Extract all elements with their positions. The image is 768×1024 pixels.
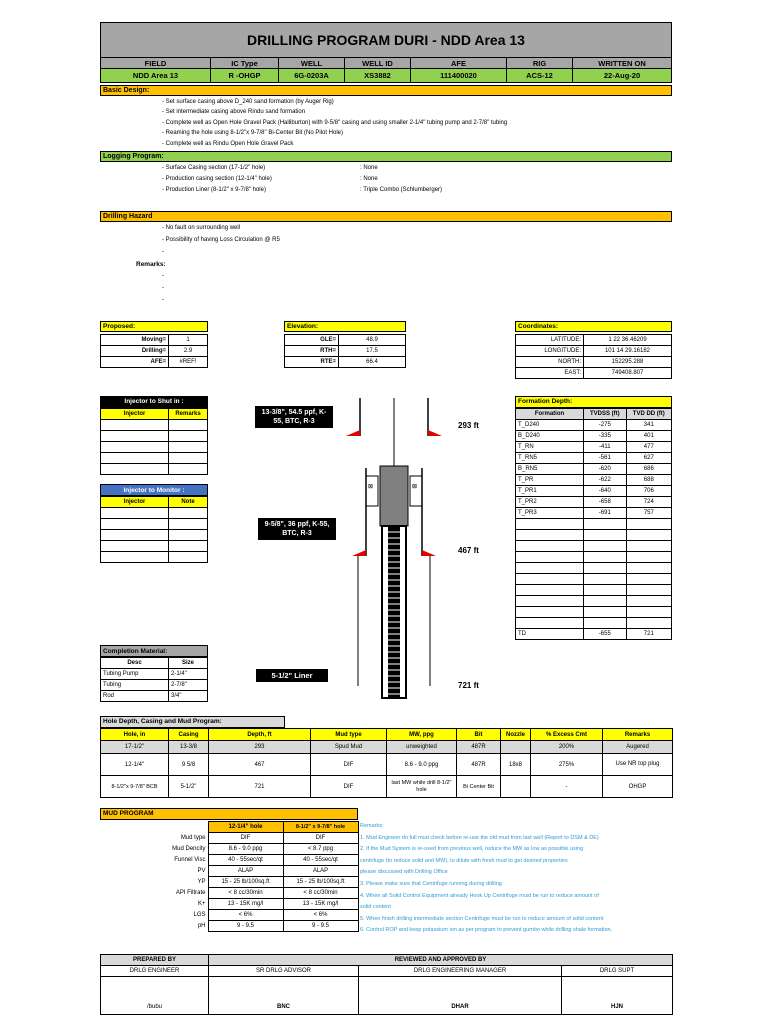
basic-design-heading: Basic Design: [100, 85, 672, 96]
mud-value: DIF [283, 833, 358, 844]
mud-value: < 6% [208, 910, 283, 921]
liner-screen-icon [388, 526, 400, 698]
proposed-label: Moving= [101, 335, 169, 346]
header-label-written-on: WRITTEN ON [573, 58, 672, 69]
hazard-remark-dash: - [162, 297, 164, 303]
program-cell: 487R [457, 741, 501, 754]
surface-casing-label: 13-3/8", 54.5 ppf, K-55, BTC, R-3 [255, 406, 333, 428]
formation-tvd: 627 [626, 453, 671, 464]
mud-param: LGS [193, 912, 206, 918]
program-cell: 13-3/8 [169, 741, 209, 754]
formation-name: T_PR [516, 475, 584, 486]
mud-value: 15 - 25 lb/100sq.ft [283, 877, 358, 888]
program-cell: Augered [603, 741, 673, 754]
injector-monitor-heading: Injector to Monitor : [100, 484, 208, 496]
injector-shut-table [100, 408, 208, 475]
header-value-ic-type: R -OHGP [211, 69, 279, 83]
coordinate-label: NORTH: [516, 357, 584, 368]
proposed-value: #REF! [169, 357, 208, 368]
program-cell: 275% [531, 754, 603, 776]
formation-tvd: 686 [626, 464, 671, 475]
proposed-value: 2.9 [169, 346, 208, 357]
formation-name: T_PR2 [516, 497, 584, 508]
approval-signer: HJN [562, 977, 673, 1015]
logging-section: - Production casing section (12-1/4" hole) [162, 176, 272, 182]
formation-tvdss: -658 [584, 497, 627, 508]
mud-value: < 8 cc/30min [283, 888, 358, 899]
program-col: Hole, in [101, 729, 169, 741]
formation-name: T_PR1 [516, 486, 584, 497]
formation-tvd: 341 [626, 420, 671, 431]
svg-text:⊠: ⊠ [412, 484, 418, 490]
formation-table [515, 408, 672, 640]
hazard-line: - Possibility of having Loss Circulation @ R5 [162, 237, 280, 243]
mud-param: pH [197, 923, 206, 929]
program-col: Nozzle [501, 729, 531, 741]
coordinate-label: LATITUDE: [516, 335, 584, 346]
formation-td-tvdss: -655 [584, 629, 627, 640]
header-label-ic-type: IC Type [211, 58, 279, 69]
mud-param: Funnel Visc [174, 857, 206, 863]
logging-heading: Logging Program: [100, 151, 672, 162]
header-values-row [100, 69, 672, 83]
header-label-well-id: WELL ID [345, 58, 411, 69]
approval-role: DRLG SUPT [562, 966, 673, 977]
mud-value: < 8.7 ppg [283, 844, 358, 855]
formation-td-tvd: 721 [626, 629, 671, 640]
formation-tvdss: -561 [584, 453, 627, 464]
injector-shut-col: Injector [101, 409, 169, 420]
formation-name: B_RN5 [516, 464, 584, 475]
coordinate-label: EAST: [516, 368, 584, 379]
mud-remarks [360, 821, 672, 937]
liner-depth: 721 ft [458, 681, 479, 690]
formation-name: T_D240 [516, 420, 584, 431]
program-cell: OHGP [603, 776, 673, 798]
hazard-line: - [162, 249, 164, 255]
approval-table [100, 954, 673, 1015]
mud-param: Mud Dencity [172, 846, 206, 852]
mud-col: 12-1/4" hole [208, 822, 283, 833]
header-value-field: NDD Area 13 [101, 69, 211, 83]
mud-remark-line: Remarks: [360, 823, 384, 829]
mud-param: PV [197, 868, 206, 874]
completion-desc: Tubing [101, 680, 169, 691]
mud-value: 13 - 15K mg/l [208, 899, 283, 910]
program-col: Casing [169, 729, 209, 741]
mud-value: < 6% [283, 910, 358, 921]
program-cell: 467 [209, 754, 311, 776]
approval-signer: DHAR [359, 977, 562, 1015]
elevation-label: RTH= [285, 346, 339, 357]
program-cell [501, 776, 531, 798]
program-heading: Hole Depth, Casing and Mud Program: [100, 716, 285, 728]
formation-tvd: 724 [626, 497, 671, 508]
mud-value: 15 - 25 lb/100sq.ft [208, 877, 283, 888]
approval-signer: /bubu [101, 977, 209, 1015]
formation-col: TVDSS (ft) [584, 409, 627, 420]
mud-remark-line: 1. Mud Engineer do full mud check before re-use the old mud from last well (Report to DSM & DE) [360, 834, 599, 841]
mud-value: 13 - 15K mg/l [283, 899, 358, 910]
basic-design-line: - Reaming the hole using 8-1/2"x 9-7/8" Bi-Center Bit (No Pilot Hole) [162, 130, 344, 136]
approval-role: DRLG ENGINEERING MANAGER [359, 966, 562, 977]
header-labels-row [100, 58, 672, 69]
completion-size: 3/4" [169, 691, 208, 702]
header-label-rig: RIG [507, 58, 573, 69]
mud-value: ALAP [283, 866, 358, 877]
formation-tvdss: -622 [584, 475, 627, 486]
completion-table [100, 657, 208, 702]
mud-remark-line: 3. Please make sure that Centrifuge running during drilling [360, 880, 502, 887]
basic-design-line: - Set intermediate casing above Rindu sand formation [162, 109, 306, 115]
header-label-well: WELL [279, 58, 345, 69]
mud-param: Mud type [180, 835, 206, 841]
mud-remark-line: centrifuge (to reduce solid and MW), to dilute with fresh mud to get desired properties [360, 857, 568, 864]
elevation-heading: Elevation: [284, 321, 406, 332]
completion-size: 2-7/8" [169, 680, 208, 691]
program-cell: 487R [457, 754, 501, 776]
approval-role: DRLG ENGINEER [101, 966, 209, 977]
program-cell: Spud Mud [311, 741, 387, 754]
mud-remark-line: 5. When finish drilling intermediate section Centrifuge must be run to reduce amount of solid content [360, 915, 604, 922]
program-col: Bit [457, 729, 501, 741]
program-cell: 12-1/4" [101, 754, 169, 776]
coordinate-label: LONGITUDE: [516, 346, 584, 357]
program-cell: 721 [209, 776, 311, 798]
mud-remark-line: 2. If the Mud System is re-used from previous well, reduce the MW as low as possible using [360, 846, 584, 853]
header-label-field: FIELD [101, 58, 211, 69]
program-cell: - [531, 776, 603, 798]
prepared-by-label: PREPARED BY [101, 955, 209, 966]
program-table [100, 728, 673, 798]
basic-design-line: - Set surface casing above D_240 sand formation (by Auger Rig) [162, 99, 334, 105]
formation-tvdss: -640 [584, 486, 627, 497]
coordinates-heading: Coordinates: [515, 321, 672, 332]
proposed-heading: Proposed: [100, 321, 208, 332]
program-cell: 18x8 [501, 754, 531, 776]
proposed-label: Drilling= [101, 346, 169, 357]
formation-tvdss: -691 [584, 508, 627, 519]
program-cell: 8.6 - 9.0 ppg [387, 754, 457, 776]
program-cell: 5-1/2" [169, 776, 209, 798]
elevation-value: 17.5 [339, 346, 406, 357]
logging-section: - Surface Casing section (17-1/2" hole) [162, 165, 266, 171]
casing-shoe-icon [428, 430, 442, 436]
injector-monitor-col: Injector [101, 497, 169, 508]
injector-shut-col: Remarks [169, 409, 208, 420]
elevation-value: 48.9 [339, 335, 406, 346]
liner-label: 5-1/2" Liner [256, 669, 328, 682]
elevation-label: RTE= [285, 357, 339, 368]
formation-col: TVD DD (ft) [626, 409, 671, 420]
intermediate-casing-label: 9-5/8", 36 ppf, K-55, BTC, R-3 [258, 518, 336, 540]
mud-value: 9 - 9.5 [208, 921, 283, 932]
completion-desc: Tubing Pump [101, 669, 169, 680]
proposed-label: AFE= [101, 357, 169, 368]
formation-tvd: 401 [626, 431, 671, 442]
proposed-value: 1 [169, 335, 208, 346]
approval-signer: BNC [209, 977, 359, 1015]
formation-tvdss: -620 [584, 464, 627, 475]
mud-remark-line: please discussed with Drilling Office [360, 869, 448, 876]
program-cell: Use NR top plug [603, 754, 673, 776]
header-value-well: 6G-0203A [279, 69, 345, 83]
svg-text:⊠: ⊠ [368, 484, 374, 490]
logging-section: - Production Liner (8-1/2" x 9-7/8" hole) [162, 187, 266, 193]
mud-heading: MUD PROGRAM [100, 808, 358, 820]
program-cell: last MW while drill 8-1/2" hole [387, 776, 457, 798]
coordinates-table [515, 334, 672, 379]
mud-remark-line: 4. When all Solid Control Equipment already Hook Up Centrifuge must be run to reduce amount of [360, 892, 599, 899]
program-cell: DIF [311, 754, 387, 776]
formation-td: TD [516, 629, 584, 640]
coordinate-value: 749408.807 [584, 368, 672, 379]
mud-param: API Filtrate [175, 890, 206, 896]
formation-tvd: 757 [626, 508, 671, 519]
header-value-written-on: 22-Aug-20 [573, 69, 672, 83]
elevation-value: 66.4 [339, 357, 406, 368]
program-cell: 17-1/2" [101, 741, 169, 754]
coordinate-value: 101 14 29.16182 [584, 346, 672, 357]
mud-remark-line: solid content [360, 904, 391, 911]
mud-value: 40 - 55sec/qt [283, 855, 358, 866]
mud-value: 8.6 - 9.0 ppg [208, 844, 283, 855]
formation-tvdss: -335 [584, 431, 627, 442]
drilling-hazard-heading: Drilling Hazard [100, 211, 672, 222]
mud-value: 9 - 9.5 [283, 921, 358, 932]
header-value-well-id: XS3882 [345, 69, 411, 83]
injector-monitor-table [100, 496, 208, 563]
program-col: % Excess Cmt [531, 729, 603, 741]
mud-col: 8-1/2" x 9-7/8" hole [283, 822, 358, 833]
mud-value: ALAP [208, 866, 283, 877]
formation-name: T_RN [516, 442, 584, 453]
formation-tvdss: -411 [584, 442, 627, 453]
header-label-afe: AFE [411, 58, 507, 69]
hazard-line: - No fault on surrounding well [162, 225, 241, 231]
mud-remark-line: 6. Control ROP and keep potassium ion as per program to prevent gumbo while drilling shale formation. [360, 927, 613, 934]
approval-role: SR DRLG ADVISOR [209, 966, 359, 977]
hazard-remarks-label: Remarks: [136, 261, 166, 268]
logging-value: : None [360, 176, 378, 182]
mud-value: 40 - 55sec/qt [208, 855, 283, 866]
program-col: Mud type [311, 729, 387, 741]
hazard-remark-dash: - [162, 273, 164, 279]
logging-value: : None [360, 165, 378, 171]
program-col: MW, ppg [387, 729, 457, 741]
completion-desc: Rod [101, 691, 169, 702]
mud-value: < 8 cc/30min [208, 888, 283, 899]
program-cell: unweighted [387, 741, 457, 754]
reviewed-by-label: REVIEWED AND APPROVED BY [209, 955, 673, 966]
injector-monitor-col: Note [169, 497, 208, 508]
injector-shut-heading: Injector to Shut in : [100, 396, 208, 408]
casing-shoe-icon [346, 430, 360, 436]
program-cell: DIF [311, 776, 387, 798]
header-value-rig: ACS-12 [507, 69, 573, 83]
program-cell: 8-1/2"x 9-7/8" BCB [101, 776, 169, 798]
formation-name: T_RN5 [516, 453, 584, 464]
formation-heading: Formation Depth: [515, 396, 672, 408]
program-cell: 200% [531, 741, 603, 754]
program-col: Depth, ft [209, 729, 311, 741]
header-value-afe: 111400020 [411, 69, 507, 83]
formation-tvdss: -275 [584, 420, 627, 431]
surface-casing-depth: 293 ft [458, 421, 479, 430]
completion-col: Size [169, 658, 208, 669]
program-col: Remarks [603, 729, 673, 741]
mud-param: K+ [197, 901, 206, 907]
proposed-table [100, 334, 208, 368]
coordinate-value: 152295.288 [584, 357, 672, 368]
completion-size: 2-1/4" [169, 669, 208, 680]
completion-col: Desc [101, 658, 169, 669]
page-title: DRILLING PROGRAM DURI - NDD Area 13 [100, 22, 672, 58]
hazard-remark-dash: - [162, 285, 164, 291]
logging-value: : Triple Combo (Schlumberger) [360, 187, 443, 193]
formation-tvd: 688 [626, 475, 671, 486]
coordinate-value: 1 22 36.46209 [584, 335, 672, 346]
program-cell [501, 741, 531, 754]
program-cell: 293 [209, 741, 311, 754]
program-cell: Bi Center Bit [457, 776, 501, 798]
wellbore-schematic [330, 396, 450, 706]
completion-heading: Completion Material: [100, 645, 208, 657]
casing-shoe-icon [422, 550, 436, 556]
formation-col: Formation [516, 409, 584, 420]
formation-tvd: 706 [626, 486, 671, 497]
formation-name: B_D240 [516, 431, 584, 442]
mud-table [100, 821, 359, 932]
elevation-label: GLE= [285, 335, 339, 346]
formation-tvd: 477 [626, 442, 671, 453]
basic-design-line: - Complete well as Open Hole Gravel Pack (Halliburton) with 9-5/8" casing and using smaller 2-1/4" tubing pump and 2-7/8" tubing [162, 120, 508, 126]
casing-shoe-icon [352, 550, 366, 556]
intermediate-casing-depth: 467 ft [458, 546, 479, 555]
program-cell: 9 5/8 [169, 754, 209, 776]
basic-design-line: - Complete well as Rindu Open Hole Gravel Pack [162, 141, 294, 147]
elevation-table [284, 334, 406, 368]
mud-value: DIF [208, 833, 283, 844]
formation-name: T_PR3 [516, 508, 584, 519]
mud-param: YP [197, 879, 206, 885]
